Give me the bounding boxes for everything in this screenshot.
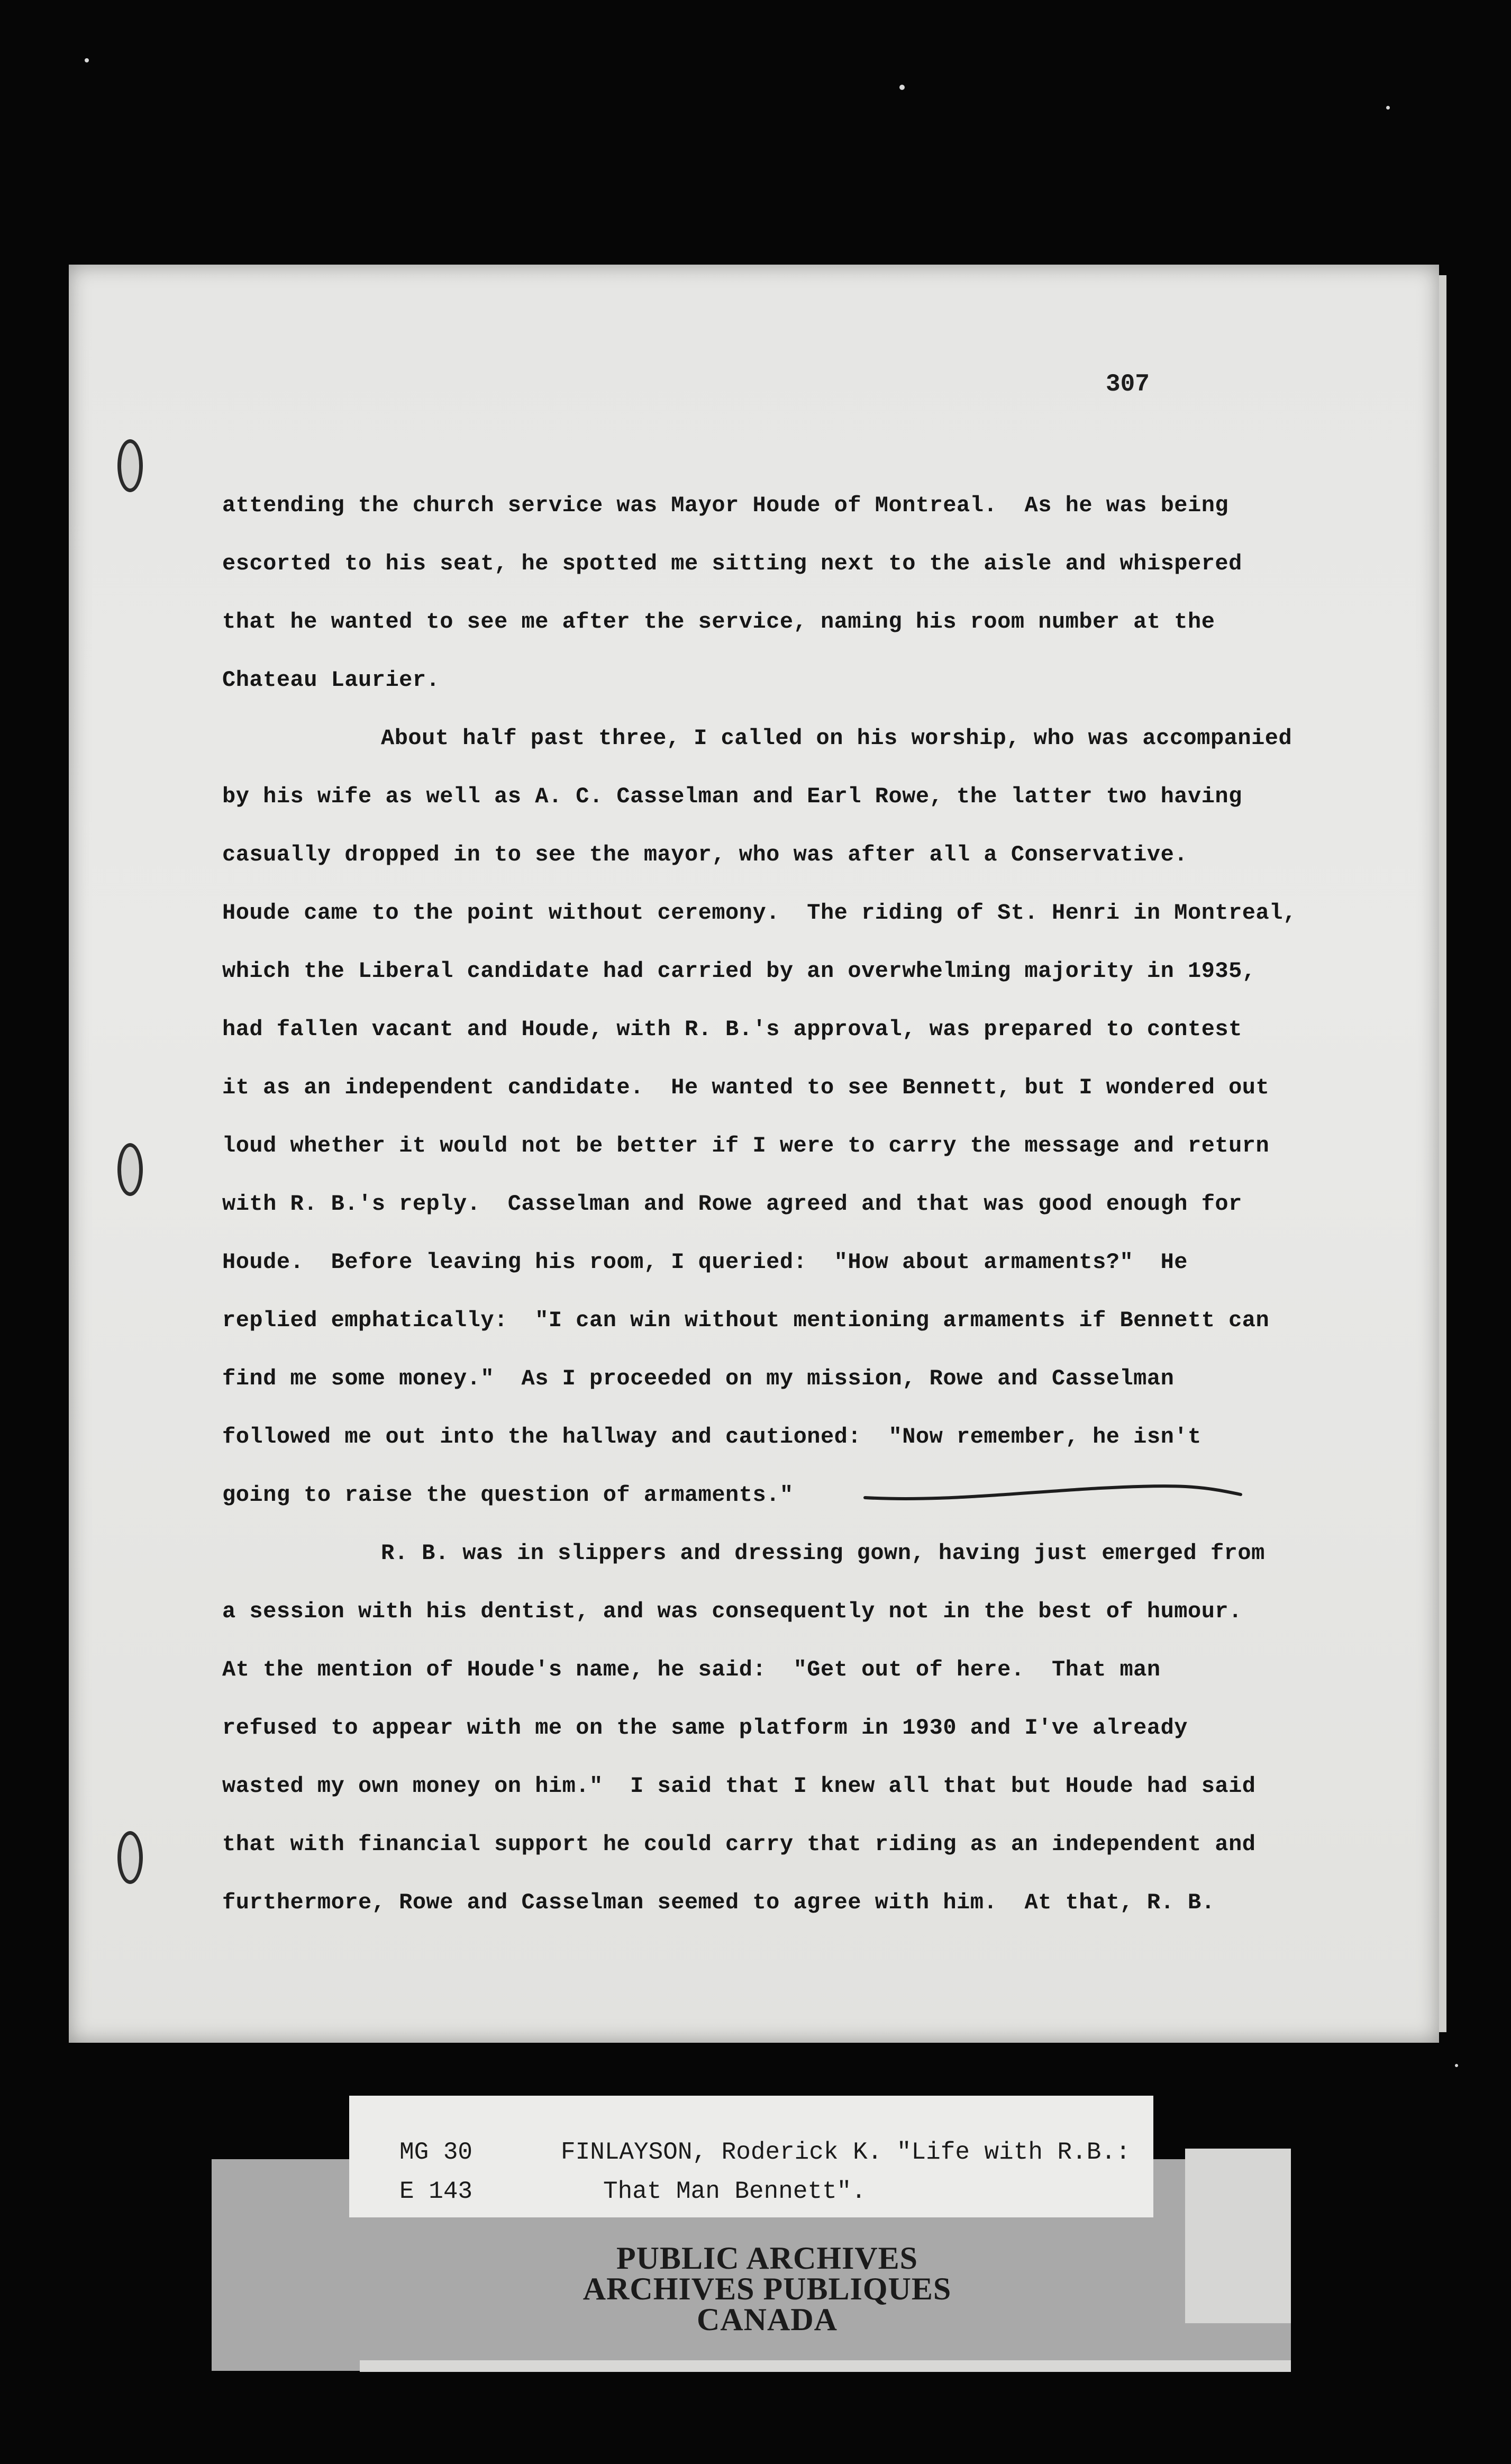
stamp-country: CANADA: [697, 2302, 838, 2337]
text-line: casually dropped in to see the mayor, who was after all a Conservative.: [222, 842, 1188, 867]
dust-speck: [85, 58, 89, 62]
text-line: Houde came to the point without ceremony. The riding of St. Henri in Montreal,: [222, 900, 1297, 926]
text-line: which the Liberal candidate had carried by an overwhelming majority in 1935,: [222, 958, 1256, 984]
text-line: furthermore, Rowe and Casselman seemed to agree with him. At that, R. B.: [222, 1890, 1215, 1915]
text-line: About half past three, I called on his worship, who was accompanied: [381, 726, 1292, 751]
reference-number: E 143: [399, 2178, 473, 2205]
text-line: escorted to his seat, he spotted me sitting next to the aisle and whispered: [222, 551, 1242, 576]
text-line: R. B. was in slippers and dressing gown, having just emerged from: [381, 1541, 1265, 1566]
reference-group: MG 30: [399, 2139, 473, 2166]
binder-hole: [117, 1831, 143, 1884]
text-line: by his wife as well as A. C. Casselman and Earl Rowe, the latter two having: [222, 784, 1242, 809]
body-text: [222, 476, 1418, 1932]
citation: [561, 2133, 1131, 2211]
text-line: wasted my own money on him." I said that I knew all that but Houde had said: [222, 1773, 1256, 1799]
text-line: that with financial support he could carry that riding as an independent and: [222, 1832, 1256, 1857]
page-edge: [1439, 275, 1446, 2032]
label-strip: [360, 2360, 1291, 2372]
dust-speck: [1386, 106, 1390, 110]
text-line: replied emphatically: "I can win without mentioning armaments if Bennett can: [222, 1308, 1270, 1333]
text-line: it as an independent candidate. He wanted to see Bennett, but I wondered out: [222, 1075, 1270, 1100]
text-line: At the mention of Houde's name, he said: "Get out of here. That man: [222, 1657, 1161, 1682]
dust-speck: [899, 85, 905, 90]
text-line: followed me out into the hallway and cautioned: "Now remember, he isn't: [222, 1424, 1201, 1450]
archive-reference: [399, 2133, 472, 2211]
text-line: had fallen vacant and Houde, with R. B.'s approval, was prepared to contest: [222, 1017, 1242, 1042]
archive-label-block: [1185, 2149, 1291, 2323]
typed-page: [69, 265, 1439, 2043]
pen-mark: [862, 1476, 1243, 1508]
text-line: loud whether it would not be better if I were to carry the message and return: [222, 1133, 1270, 1158]
stamp-english: PUBLIC ARCHIVES: [616, 2241, 918, 2276]
text-line: Chateau Laurier.: [222, 667, 440, 693]
stamp-french: ARCHIVES PUBLIQUES: [582, 2271, 952, 2306]
text-line: a session with his dentist, and was consequently not in the best of humour.: [222, 1599, 1242, 1624]
citation-subtitle: That Man Bennett".: [603, 2178, 866, 2205]
page-number: 307: [1106, 370, 1150, 398]
text-line: that he wanted to see me after the service, naming his room number at the: [222, 609, 1215, 635]
text-line: refused to appear with me on the same platform in 1930 and I've already: [222, 1715, 1188, 1741]
text-line: Houde. Before leaving his room, I queried: "How about armaments?" He: [222, 1249, 1188, 1275]
dust-speck: [1455, 2064, 1458, 2067]
archives-stamp: [529, 2243, 1005, 2335]
text-line: attending the church service was Mayor Houde of Montreal. As he was being: [222, 493, 1229, 518]
text-line: find me some money." As I proceeded on my mission, Rowe and Casselman: [222, 1366, 1175, 1391]
text-line: going to raise the question of armaments.": [222, 1482, 794, 1508]
binder-hole: [117, 1143, 143, 1196]
binder-hole: [117, 439, 143, 492]
text-line: with R. B.'s reply. Casselman and Rowe agreed and that was good enough for: [222, 1191, 1242, 1217]
citation-author-title: FINLAYSON, Roderick K. "Life with R.B.:: [561, 2139, 1131, 2166]
